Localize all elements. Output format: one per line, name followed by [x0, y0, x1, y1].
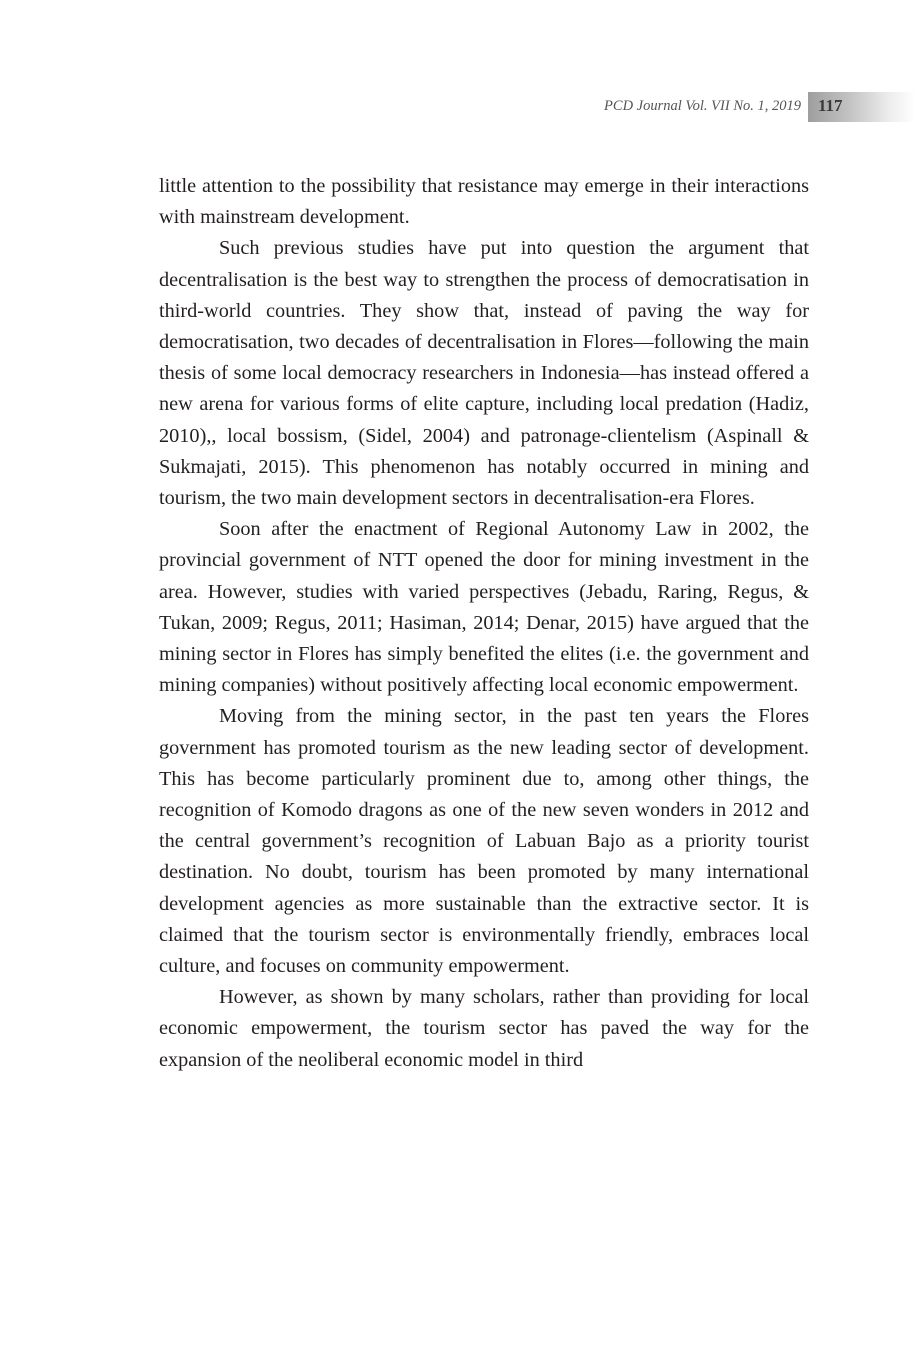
journal-reference: PCD Journal Vol. VII No. 1, 2019	[604, 98, 801, 114]
page-number-tab	[808, 92, 915, 122]
page-number: 117	[818, 96, 843, 115]
paragraph: little attention to the possibility that resistance may emerge in their interactions with mainstream development.	[159, 175, 809, 229]
paragraph: Soon after the enactment of Regional Autonomy Law in 2002, the provincial government of NTT opened the door for mining investment in the area. However, studies with varied perspectives (Jebadu, Raring, Regus, & Tukan, 2009; Regus, 2011; Hasiman, 2014; Denar, 2015) have argued that the mining sector in Flores has simply benefited the elites (i.e. the government and mining companies) without positively affecting local economic empowerment.	[159, 518, 809, 697]
running-head	[0, 92, 915, 122]
paragraph: Moving from the mining sector, in the past ten years the Flores government has promoted tourism as the new leading sector of development. This has become particularly prominent due to, among other things, the recognition of Komodo dragons as one of the new seven wonders in 2012 and the central government’s recognition of Labuan Bajo as a priority tourist destination. No doubt, tourism has been promoted by many international development agencies as more sustainable than the extractive sector. It is claimed that the tourism sector is environmentally friendly, embraces local culture, and focuses on community empowerment.	[159, 705, 809, 978]
paragraph: However, as shown by many scholars, rather than providing for local economic empowerment, the tourism sector has paved the way for the expansion of the neoliberal economic model in third	[159, 986, 809, 1071]
body-text	[159, 171, 809, 1076]
paragraph: Such previous studies have put into question the argument that decentralisation is the best way to strengthen the process of democratisation in third-world countries. They show that, instead of paving the way for democratisation, two decades of decentralisation in Flores—following the main thesis of some local democracy researchers in Indonesia—has instead offered a new arena for various forms of elite capture, including local predation (Hadiz, 2010),, local bossism, (Sidel, 2004) and patronage-clientelism (Aspinall & Sukmajati, 2015). This phenomenon has notably occurred in mining and tourism, the two main development sectors in decentralisation-era Flores.	[159, 237, 809, 510]
